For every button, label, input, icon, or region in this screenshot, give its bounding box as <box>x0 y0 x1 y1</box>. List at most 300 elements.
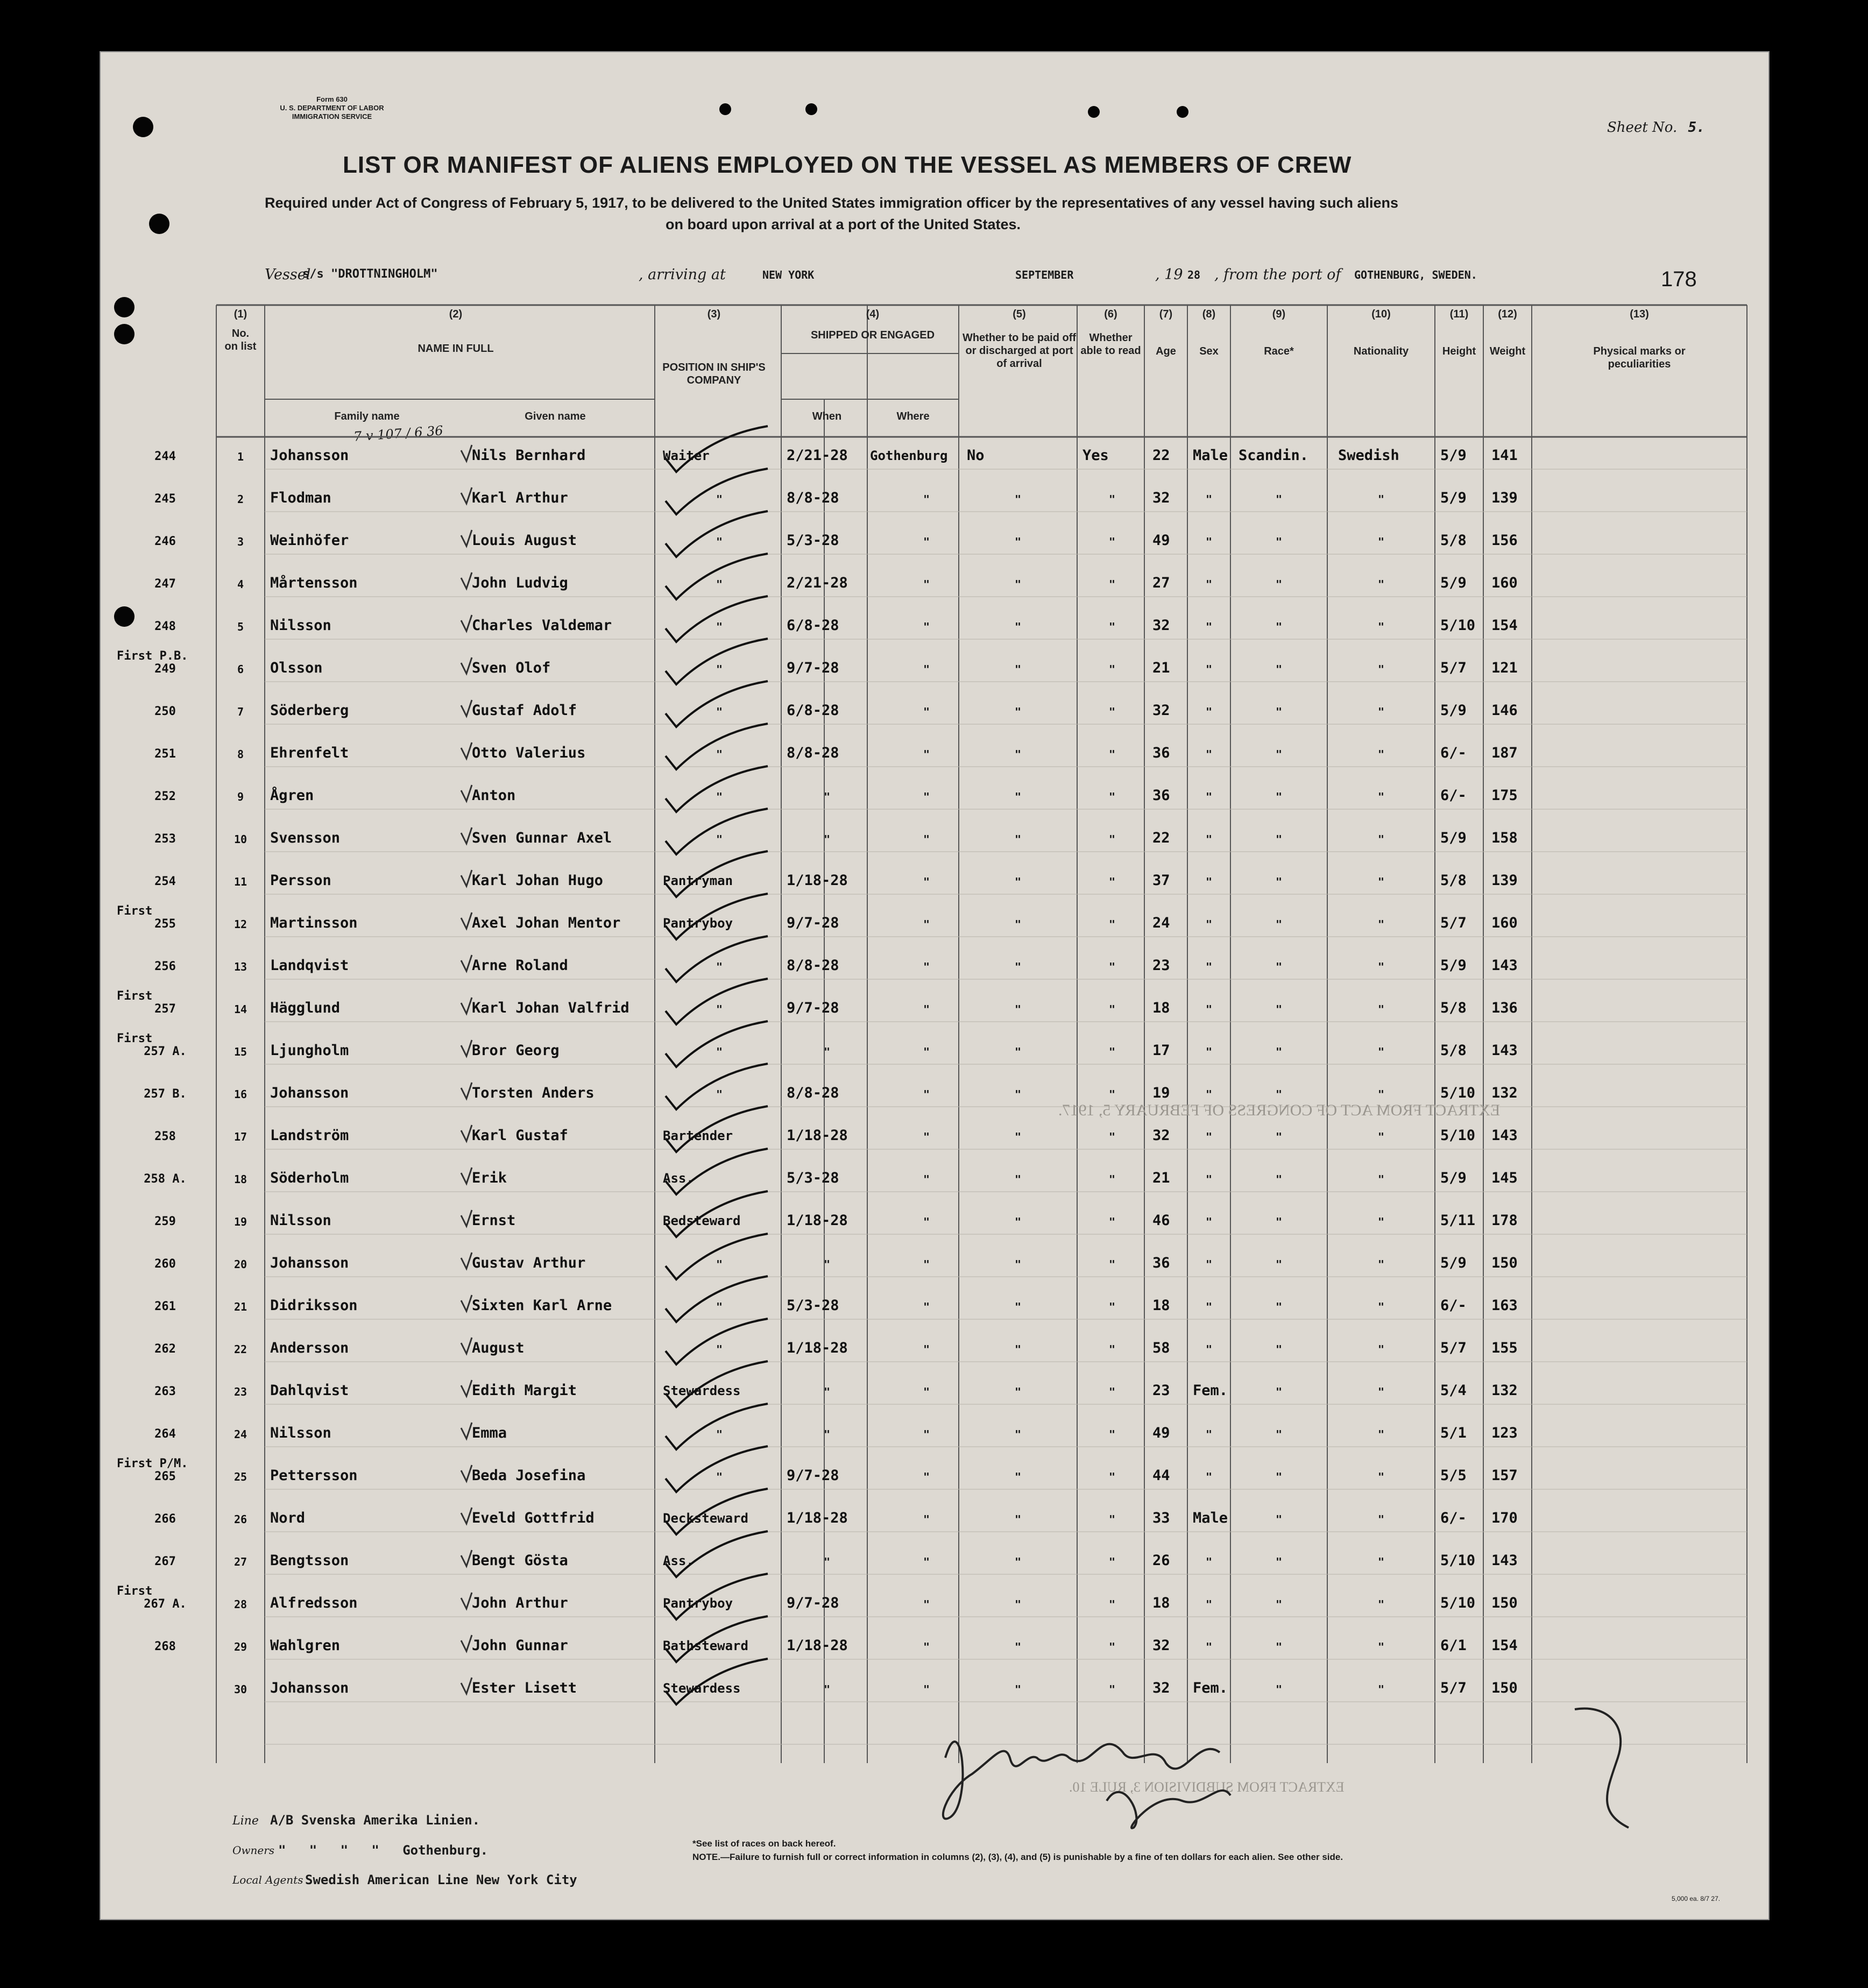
race-cell: " <box>1275 493 1283 506</box>
col4a-header: When <box>812 411 842 422</box>
shipped-when-cell: 1/18-28 <box>787 1637 848 1654</box>
given-name-cell: Bengt Gösta <box>472 1552 568 1569</box>
paid-off-cell: " <box>1014 578 1022 591</box>
tick-mark <box>461 1635 472 1651</box>
sex-cell: " <box>1205 1258 1213 1271</box>
given-name-cell: Louis August <box>472 532 577 549</box>
row-reference-number: 267 <box>154 1555 176 1568</box>
race-cell: " <box>1275 833 1283 846</box>
age-cell: 36 <box>1152 787 1170 804</box>
row-number: 21 <box>234 1300 247 1313</box>
shipped-when-cell: " <box>823 833 831 846</box>
race-cell: " <box>1275 960 1283 973</box>
given-name-cell: Ernst <box>472 1212 516 1229</box>
shipped-when-cell: 9/7-28 <box>787 1595 839 1611</box>
position-cell: Pantryman <box>663 873 733 888</box>
nationality-cell: " <box>1377 1173 1385 1186</box>
check-mark <box>666 979 768 1024</box>
given-name-cell: Karl Gustaf <box>472 1127 568 1144</box>
paid-off-cell: " <box>1014 535 1022 548</box>
race-cell: " <box>1275 875 1283 888</box>
height-cell: 6/1 <box>1440 1637 1467 1654</box>
age-cell: 32 <box>1152 617 1170 634</box>
tick-mark <box>461 530 472 546</box>
race-cell: " <box>1275 1640 1283 1653</box>
shipped-when-cell: " <box>823 1428 831 1441</box>
row-number: 4 <box>237 578 244 591</box>
check-mark <box>666 426 768 472</box>
position-cell: " <box>716 833 723 846</box>
age-cell: 32 <box>1152 490 1170 506</box>
height-cell: 5/10 <box>1440 1127 1476 1144</box>
tick-mark <box>461 1678 472 1694</box>
able-to-read-cell: " <box>1108 748 1116 761</box>
family-name-cell: Nilsson <box>270 617 331 634</box>
line-value: A/B Svenska Amerika Linien. <box>270 1813 480 1828</box>
weight-cell: 146 <box>1491 702 1518 719</box>
family-name-cell: Ljungholm <box>270 1042 349 1059</box>
row-number: 25 <box>234 1470 247 1483</box>
shipped-where-cell: " <box>923 663 930 676</box>
agents-value: Swedish American Line New York City <box>305 1872 577 1887</box>
tick-mark <box>461 1423 472 1439</box>
given-name-cell: Sven Gunnar Axel <box>472 830 612 846</box>
shipped-when-cell: 1/18-28 <box>787 1510 848 1526</box>
able-to-read-cell: " <box>1108 663 1116 676</box>
height-cell: 5/8 <box>1440 532 1467 549</box>
height-cell: 6/- <box>1440 1297 1467 1314</box>
race-cell: " <box>1275 1555 1283 1568</box>
nationality-cell: " <box>1377 748 1385 761</box>
row-reference-number: 256 <box>154 960 176 973</box>
check-mark <box>666 1489 768 1534</box>
nationality-cell: " <box>1377 833 1385 846</box>
race-cell: " <box>1275 663 1283 676</box>
tick-mark <box>461 870 472 886</box>
sex-cell: Male <box>1193 1510 1228 1526</box>
shipped-when-cell: 2/21-28 <box>787 575 848 591</box>
check-mark <box>666 766 768 812</box>
paid-off-cell: " <box>1014 1428 1022 1441</box>
nationality-cell: " <box>1377 1385 1385 1398</box>
height-cell: 5/8 <box>1440 872 1467 889</box>
row-number: 15 <box>234 1045 247 1058</box>
age-cell: 49 <box>1152 1425 1170 1441</box>
paid-off-cell: " <box>1014 1130 1022 1143</box>
paid-off-cell: " <box>1014 1683 1022 1696</box>
row-number: 2 <box>237 493 244 506</box>
given-name-cell: Gustav Arthur <box>472 1255 586 1271</box>
sex-cell: " <box>1205 1173 1213 1186</box>
shipped-when-cell: 8/8-28 <box>787 957 839 974</box>
given-name-cell: Sven Olof <box>472 660 551 676</box>
shipped-when-cell: 9/7-28 <box>787 915 839 931</box>
shipped-when-cell: 5/3-28 <box>787 532 839 549</box>
weight-cell: 154 <box>1491 1637 1518 1654</box>
family-name-cell: Persson <box>270 872 331 889</box>
owners-label: Owners <box>232 1844 275 1857</box>
row-number: 9 <box>237 790 244 803</box>
row-reference-number: 244 <box>154 450 176 463</box>
check-mark <box>666 1064 768 1109</box>
shipped-where-cell: " <box>923 1088 930 1101</box>
age-cell: 58 <box>1152 1340 1170 1356</box>
nationality-cell: " <box>1377 1003 1385 1016</box>
position-cell: " <box>716 748 723 761</box>
row-number: 16 <box>234 1088 247 1101</box>
agents-label: Local Agents <box>232 1873 303 1886</box>
position-cell: Decksteward <box>663 1511 748 1526</box>
paid-off-cell: " <box>1014 1555 1022 1568</box>
year-prefix: , 19 <box>1155 266 1183 283</box>
tick-mark <box>461 572 472 589</box>
shipped-where-cell: " <box>923 1215 930 1228</box>
shipped-when-cell: 2/21-28 <box>787 447 848 464</box>
height-cell: 5/9 <box>1440 447 1467 464</box>
row-number: 28 <box>234 1598 247 1611</box>
shipped-where-cell: " <box>923 1640 930 1653</box>
weight-cell: 163 <box>1491 1297 1518 1314</box>
given-name-cell: Charles Valdemar <box>472 617 612 634</box>
weight-cell: 143 <box>1491 1552 1518 1569</box>
age-cell: 27 <box>1152 575 1170 591</box>
able-to-read-cell: " <box>1108 1258 1116 1271</box>
shipped-where-cell: " <box>923 1003 930 1016</box>
able-to-read-cell: " <box>1108 705 1116 718</box>
age-cell: 49 <box>1152 532 1170 549</box>
given-name-cell: Torsten Anders <box>472 1085 595 1101</box>
sheet-value: 5. <box>1688 119 1705 136</box>
shipped-when-cell: " <box>823 1555 831 1568</box>
paid-off-cell: No <box>967 447 985 464</box>
vessel-label: Vessel <box>265 266 311 283</box>
paid-off-cell: " <box>1014 1598 1022 1611</box>
able-to-read-cell: " <box>1108 1045 1116 1058</box>
weight-cell: 156 <box>1491 532 1518 549</box>
height-cell: 5/1 <box>1440 1425 1467 1441</box>
shipped-where-cell: " <box>923 1598 930 1611</box>
weight-cell: 155 <box>1491 1340 1518 1356</box>
able-to-read-cell: " <box>1108 1428 1116 1441</box>
height-cell: 5/9 <box>1440 830 1467 846</box>
row-reference-number: 263 <box>154 1385 176 1398</box>
paid-off-cell: " <box>1014 960 1022 973</box>
col5-header: (5) Whether to be paid off or discharged at port of arrival <box>962 308 1077 370</box>
height-cell: 5/10 <box>1440 1595 1476 1611</box>
family-name-cell: Andersson <box>270 1340 349 1356</box>
shipped-when-cell: " <box>823 1258 831 1271</box>
position-cell: Stewardess <box>663 1681 741 1696</box>
given-name-cell: Edith Margit <box>472 1382 577 1399</box>
row-number: 24 <box>234 1428 247 1441</box>
nationality-cell: " <box>1377 620 1385 633</box>
shipped-when-cell: 1/18-28 <box>787 1127 848 1144</box>
age-cell: 36 <box>1152 1255 1170 1271</box>
sex-cell: " <box>1205 493 1213 506</box>
sex-cell: " <box>1205 1555 1213 1568</box>
position-cell: " <box>716 960 723 973</box>
check-mark <box>666 639 768 684</box>
given-name-cell: Otto Valerius <box>472 745 586 761</box>
age-cell: 22 <box>1152 447 1170 464</box>
given-name-cell: Axel Johan Mentor <box>472 915 621 931</box>
row-reference-number: 268 <box>154 1640 176 1653</box>
check-mark <box>666 1234 768 1279</box>
shipped-when-cell: " <box>823 1385 831 1398</box>
check-mark <box>666 809 768 854</box>
nationality-cell: " <box>1377 875 1385 888</box>
arriving-port: NEW YORK <box>762 268 815 281</box>
check-marks <box>101 52 1768 1919</box>
weight-cell: 170 <box>1491 1510 1518 1526</box>
col2-header: (2) NAME IN FULL <box>418 308 494 355</box>
family-name-cell: Johansson <box>270 1255 349 1271</box>
weight-cell: 136 <box>1491 1000 1518 1016</box>
family-name-cell: Svensson <box>270 830 341 846</box>
race-cell: " <box>1275 620 1283 633</box>
age-cell: 37 <box>1152 872 1170 889</box>
signature <box>929 1693 1639 1833</box>
age-cell: 32 <box>1152 702 1170 719</box>
shipped-where-cell: " <box>923 620 930 633</box>
nationality-cell: " <box>1377 493 1385 506</box>
weight-cell: 178 <box>1491 1212 1518 1229</box>
row-reference-number: 258 A. <box>144 1172 187 1186</box>
row-number: 14 <box>234 1003 247 1016</box>
shipped-when-cell: 5/3-28 <box>787 1297 839 1314</box>
shipped-where-cell: " <box>923 535 930 548</box>
race-cell: " <box>1275 1513 1283 1526</box>
tick-mark <box>461 657 472 674</box>
department-name: U. S. DEPARTMENT OF LABOR <box>280 104 384 112</box>
family-name-cell: Nilsson <box>270 1212 331 1229</box>
col12-header: (12) Weight <box>1489 308 1526 357</box>
weight-cell: 175 <box>1491 787 1518 804</box>
paid-off-cell: " <box>1014 833 1022 846</box>
able-to-read-cell: " <box>1108 1130 1116 1143</box>
row-prefix-note: First <box>117 1032 153 1045</box>
sex-cell: Male <box>1193 447 1228 464</box>
print-code: 5,000 ea. 8/7 27. <box>1672 1895 1721 1902</box>
family-name-cell: Weinhöfer <box>270 532 349 549</box>
row-number: 23 <box>234 1385 247 1398</box>
from-port: GOTHENBURG, SWEDEN. <box>1354 268 1477 281</box>
shipped-when-cell: 8/8-28 <box>787 490 839 506</box>
row-reference-number: 253 <box>154 832 176 846</box>
sex-cell: " <box>1205 1215 1213 1228</box>
sheet-label: Sheet No. <box>1607 119 1678 136</box>
weight-cell: 150 <box>1491 1595 1518 1611</box>
nationality-cell: " <box>1377 1598 1385 1611</box>
position-cell: Pantryboy <box>663 916 733 931</box>
row-reference-number: 261 <box>154 1300 176 1313</box>
row-number: 27 <box>234 1555 247 1568</box>
shipped-when-cell: 9/7-28 <box>787 660 839 676</box>
tick-mark <box>461 1508 472 1524</box>
tick-mark <box>461 955 472 971</box>
sex-cell: " <box>1205 1640 1213 1653</box>
race-cell: " <box>1275 1300 1283 1313</box>
height-cell: 5/9 <box>1440 702 1467 719</box>
paid-off-cell: " <box>1014 1173 1022 1186</box>
nationality-cell: " <box>1377 1088 1385 1101</box>
row-number: 17 <box>234 1130 247 1143</box>
race-cell: " <box>1275 1258 1283 1271</box>
family-name-cell: Olsson <box>270 660 323 676</box>
age-cell: 23 <box>1152 1382 1170 1399</box>
row-number: 20 <box>234 1258 247 1271</box>
nationality-cell: " <box>1377 1555 1385 1568</box>
given-name-cell: Ester Lisett <box>472 1680 577 1696</box>
row-number: 30 <box>234 1683 247 1696</box>
shipped-when-cell: 6/8-28 <box>787 617 839 634</box>
race-cell: " <box>1275 1173 1283 1186</box>
race-cell: " <box>1275 1215 1283 1228</box>
sex-cell: " <box>1205 1130 1213 1143</box>
arrival-year: 28 <box>1187 268 1201 281</box>
age-cell: 36 <box>1152 745 1170 761</box>
row-reference-number: 258 <box>154 1130 176 1143</box>
shipped-when-cell: 1/18-28 <box>787 1340 848 1356</box>
age-cell: 17 <box>1152 1042 1170 1059</box>
paid-off-cell: " <box>1014 493 1022 506</box>
row-reference-number: 255 <box>154 917 176 931</box>
able-to-read-cell: " <box>1108 875 1116 888</box>
weight-cell: 145 <box>1491 1170 1518 1186</box>
able-to-read-cell: " <box>1108 1385 1116 1398</box>
height-cell: 5/9 <box>1440 575 1467 591</box>
race-cell: " <box>1275 1343 1283 1356</box>
race-cell: " <box>1275 1088 1283 1101</box>
position-cell: Bedsteward <box>663 1213 741 1228</box>
tick-mark <box>461 1550 472 1566</box>
height-cell: 5/10 <box>1440 1085 1476 1101</box>
able-to-read-cell: " <box>1108 918 1116 931</box>
sex-cell: " <box>1205 620 1213 633</box>
subtitle-line2: on board upon arrival at a port of the United States. <box>666 216 1021 232</box>
paid-off-cell: " <box>1014 1045 1022 1058</box>
family-name-cell: Hägglund <box>270 1000 341 1016</box>
weight-cell: 154 <box>1491 617 1518 634</box>
race-cell: " <box>1275 918 1283 931</box>
shipped-where-cell: " <box>923 1385 930 1398</box>
paid-off-cell: " <box>1014 705 1022 718</box>
check-mark <box>666 1616 768 1662</box>
family-name-cell: Söderberg <box>270 702 349 719</box>
check-mark <box>666 681 768 727</box>
weight-cell: 139 <box>1491 490 1518 506</box>
col4b-header: Where <box>896 411 930 422</box>
position-cell: " <box>716 535 723 548</box>
paid-off-cell: " <box>1014 1640 1022 1653</box>
nationality-cell: " <box>1377 790 1385 803</box>
subtitle-line1: Required under Act of Congress of February 5, 1917, to be delivered to the United States immigration officer by the representatives of any vessel having such aliens <box>265 195 1399 211</box>
height-cell: 5/10 <box>1440 617 1476 634</box>
nationality-cell: " <box>1377 1428 1385 1441</box>
age-cell: 18 <box>1152 1595 1170 1611</box>
given-name-cell: John Arthur <box>472 1595 568 1611</box>
shipped-when-cell: 8/8-28 <box>787 745 839 761</box>
able-to-read-cell: " <box>1108 1215 1116 1228</box>
nationality-cell: " <box>1377 1513 1385 1526</box>
check-mark <box>666 1106 768 1152</box>
tick-mark <box>461 1125 472 1141</box>
row-prefix-note: First <box>117 989 153 1003</box>
check-mark <box>666 1659 768 1704</box>
able-to-read-cell: " <box>1108 620 1116 633</box>
shipped-where-cell: " <box>923 1258 930 1271</box>
check-mark <box>666 1021 768 1067</box>
nationality-cell: " <box>1377 918 1385 931</box>
able-to-read-cell: " <box>1108 1470 1116 1483</box>
tick-mark <box>461 742 472 759</box>
col2b-header: Given name <box>525 411 586 422</box>
row-reference-number: 252 <box>154 790 176 803</box>
family-name-cell: Didriksson <box>270 1297 358 1314</box>
weight-cell: 157 <box>1491 1467 1518 1484</box>
tick-mark <box>461 1253 472 1269</box>
owners-value: " " " " Gothenburg. <box>278 1843 489 1858</box>
family-name-cell: Nord <box>270 1510 306 1526</box>
row-reference-number: 264 <box>154 1427 176 1441</box>
position-cell: " <box>716 1258 723 1271</box>
family-name-cell: Bengtsson <box>270 1552 349 1569</box>
nationality-cell: " <box>1377 1045 1385 1058</box>
age-cell: 32 <box>1152 1127 1170 1144</box>
row-reference-number: 260 <box>154 1257 176 1271</box>
race-cell: " <box>1275 1003 1283 1016</box>
form-number: Form 630 <box>316 95 348 103</box>
shipped-when-cell: " <box>823 1683 831 1696</box>
height-cell: 5/8 <box>1440 1042 1467 1059</box>
race-cell: " <box>1275 1045 1283 1058</box>
sex-cell: " <box>1205 1045 1213 1058</box>
paid-off-cell: " <box>1014 663 1022 676</box>
position-cell: " <box>716 1003 723 1016</box>
shipped-where-cell: " <box>923 493 930 506</box>
paid-off-cell: " <box>1014 1385 1022 1398</box>
stamp-number: 178 <box>1661 267 1697 291</box>
height-cell: 5/9 <box>1440 1255 1467 1271</box>
given-name-cell: Beda Josefina <box>472 1467 586 1484</box>
check-mark <box>666 724 768 769</box>
position-cell: Bathsteward <box>663 1638 748 1653</box>
weight-cell: 160 <box>1491 915 1518 931</box>
check-mark <box>666 1531 768 1577</box>
race-cell: " <box>1275 705 1283 718</box>
family-name-cell: Johansson <box>270 1085 349 1101</box>
able-to-read-cell: " <box>1108 1343 1116 1356</box>
height-cell: 5/11 <box>1440 1212 1476 1229</box>
age-cell: 21 <box>1152 660 1170 676</box>
bleed-through-text: EXTRACT FROM ACT OF CONGRESS OF FEBRUARY 5, 1917. <box>1058 1101 1501 1119</box>
weight-cell: 150 <box>1491 1255 1518 1271</box>
given-name-cell: Nils Bernhard <box>472 447 586 464</box>
sex-cell: " <box>1205 1428 1213 1441</box>
position-cell: " <box>716 1045 723 1058</box>
able-to-read-cell: Yes <box>1082 447 1109 464</box>
shipped-where-cell: " <box>923 1343 930 1356</box>
nationality-cell: " <box>1377 1215 1385 1228</box>
weight-cell: 141 <box>1491 447 1518 464</box>
shipped-when-cell: 8/8-28 <box>787 1085 839 1101</box>
paid-off-cell: " <box>1014 620 1022 633</box>
given-name-cell: Arne Roland <box>472 957 568 974</box>
shipped-when-cell: 6/8-28 <box>787 702 839 719</box>
check-mark <box>666 511 768 557</box>
row-reference-number: 265 <box>154 1470 176 1483</box>
page-title: LIST OR MANIFEST OF ALIENS EMPLOYED ON THE VESSEL AS MEMBERS OF CREW <box>343 152 1352 178</box>
